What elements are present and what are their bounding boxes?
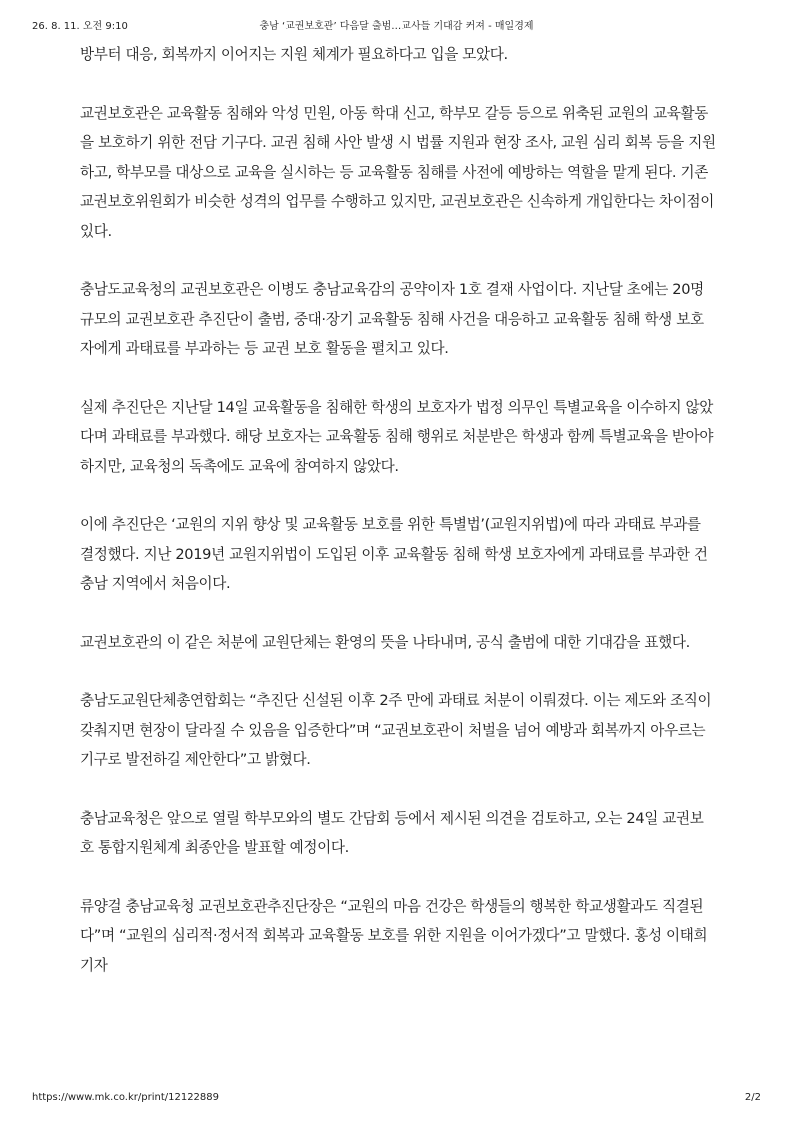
print-datetime: 26. 8. 11. 오전 9:10	[32, 21, 128, 32]
print-url: https://www.mk.co.kr/print/12122889	[32, 1092, 220, 1103]
article-paragraph: 이에 추진단은 ‘교원의 지위 향상 및 교육활동 보호를 위한 특별법’(교원지위법)에 따라 과태료 부과를 결정했다. 지난 2019년 교원지위법이 도입된 이후 교육활동 침해 학생 보호자에게 과태료를 부과한 건 충남 지역에서 처음이다.	[80, 516, 708, 592]
print-page-title: 충남 ‘교권보호관’ 다음달 출범…교사들 기대감 커져 - 매일경제	[259, 21, 534, 32]
article-paragraph: 교권보호관은 교육활동 침해와 악성 민원, 아동 학대 신고, 학부모 갈등 등으로 위축된 교원의 교육활동을 보호하기 위한 전담 기구다. 교권 침해 사안 발생 시 법률 지원과 현장 조사, 교원 심리 회복 등을 지원하고, 학부모를 대상으로 교육을 실시하는 등 교육활동 침해를 사전에 예방하는 역할을 맡게 된다. 기존 교권보호위원회가 비슷한 성격의 업무를 수행하고 있지만, 교권보호관은 신속하게 개입한다는 차이점이 있다.	[80, 104, 716, 240]
article-paragraph: 충남도교육청의 교권보호관은 이병도 충남교육감의 공약이자 1호 결재 사업이다. 지난달 초에는 20명 규모의 교권보호관 추진단이 출범, 중대·장기 교육활동 침해 사건을 대응하고 교육활동 침해 학생 보호자에게 과태료를 부과하는 등 교권 보호 활동을 펼치고 있다.	[80, 281, 704, 357]
article-paragraph: 충남도교원단체총연합회는 “추진단 신설된 이후 2주 만에 과태료 처분이 이뤄졌다. 이는 제도와 조직이 갖춰지면 현장이 달라질 수 있음을 입증한다”며 “교권보호관이 처벌을 넘어 예방과 회복까지 아우르는 기구로 발전하길 제안한다”고 밝혔다.	[80, 692, 712, 768]
article-paragraph: 류양걸 충남교육청 교권보호관추진단장은 “교원의 마음 건강은 학생들의 행복한 학교생활과도 직결된다”며 “교원의 심리적·정서적 회복과 교육활동 보호를 위한 지원을 이어가겠다”고 말했다. 홍성 이태희 기자	[80, 897, 708, 974]
print-header	[32, 20, 761, 34]
article-paragraph: 실제 추진단은 지난달 14일 교육활동을 침해한 학생의 보호자가 법정 의무인 특별교육을 이수하지 않았다며 과태료를 부과했다. 해당 보호자는 교육활동 침해 행위로 처분받은 학생과 함께 특별교육을 받아야 하지만, 교육청의 독촉에도 교육에 참여하지 않았다.	[80, 398, 714, 475]
article-body	[80, 40, 716, 980]
article-paragraph: 충남교육청은 앞으로 열릴 학부모와의 별도 간담회 등에서 제시된 의견을 검토하고, 오는 24일 교권보호 통합지원체계 최종안을 발표할 예정이다.	[80, 809, 704, 856]
article-paragraph: 방부터 대응, 회복까지 이어지는 지원 체계가 필요하다고 입을 모았다.	[80, 46, 508, 63]
article-paragraph: 교권보호관의 이 같은 처분에 교원단체는 환영의 뜻을 나타내며, 공식 출범에 대한 기대감을 표했다.	[80, 633, 690, 651]
print-footer	[32, 1091, 761, 1105]
page-number: 2/2	[744, 1092, 761, 1103]
